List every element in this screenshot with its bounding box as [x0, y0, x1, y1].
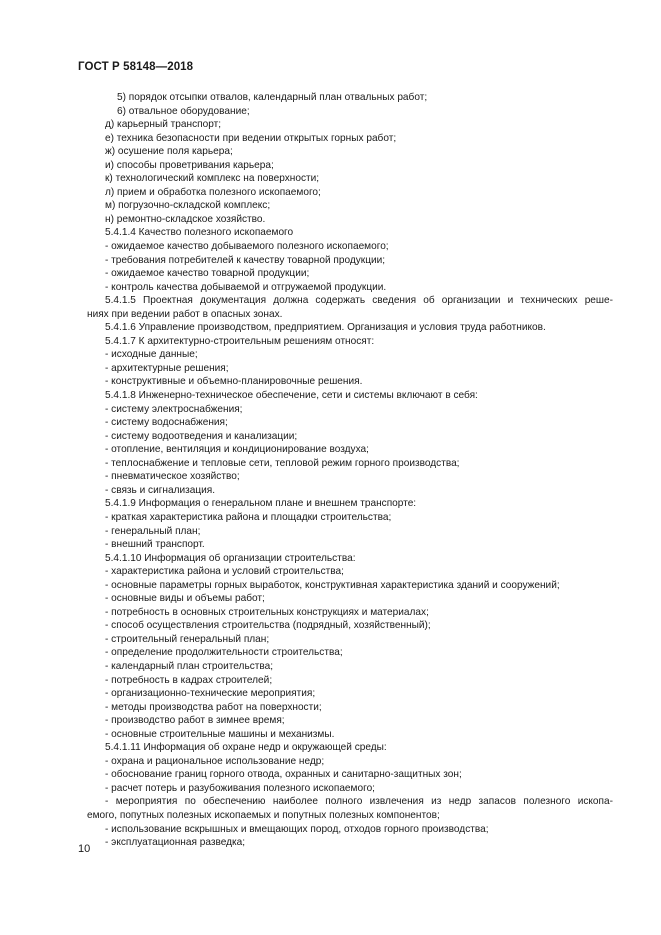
text-line: к) технологический комплекс на поверхности; [105, 173, 320, 185]
text-line: - производство работ в зимнее время; [105, 715, 285, 727]
text-line: - требования потребителей к качеству товарной продукции; [105, 254, 386, 266]
text-line: - потребность в кадрах строителей; [105, 674, 273, 686]
text-line: 5.4.1.4 Качество полезного ископаемого [105, 227, 294, 239]
text-line: 5) порядок отсыпки отвалов, календарный план отвальных работ; [117, 92, 428, 103]
text-line: - организационно-технические мероприятия; [105, 688, 316, 700]
text-line: - систему водоотведения и канализации; [105, 430, 298, 442]
text-line: н) ремонтно-складское хозяйство. [105, 213, 266, 225]
text-line: - систему электроснабжения; [105, 403, 243, 415]
text-line: 5.4.1.9 Информация о генеральном плане и внешнем транспорте: [105, 498, 417, 510]
text-line: - краткая характеристика района и площадки строительства; [105, 511, 392, 523]
document-header: ГОСТ Р 58148—2018 [78, 61, 194, 73]
text-line: - исходные данные; [105, 349, 198, 361]
text-line: - календарный план строительства; [105, 660, 274, 672]
text-line: ниях при ведении работ в опасных зонах. [87, 308, 283, 320]
text-line: - обоснование границ горного отвода, охранных и санитарно-защитных зон; [105, 769, 462, 781]
text-line: - внешний транспорт. [105, 539, 205, 551]
text-line: 5.4.1.5 Проектная документация должна содержать сведения об организации и технических реше- [105, 295, 613, 307]
text-line: - использование вскрышных и вмещающих пород, отходов горного производства; [105, 823, 489, 835]
text-line: - конструктивные и объемно-планировочные решения. [105, 376, 363, 388]
text-line: - потребность в основных строительных конструкциях и материалах; [105, 606, 429, 618]
text-line: - основные строительные машины и механизмы. [105, 728, 335, 740]
text-line: - ожидаемое качество добываемого полезного ископаемого; [105, 241, 389, 253]
text-line: - методы производства работ на поверхности; [105, 701, 322, 713]
text-line: ж) осушение поля карьера; [105, 146, 233, 158]
text-line: 5.4.1.7 К архитектурно-строительным решениям относят: [105, 335, 375, 347]
text-line: - строительный генеральный план; [105, 633, 270, 645]
text-line: - способ осуществления строительства (подрядный, хозяйственный); [105, 620, 431, 632]
document-body [87, 91, 613, 850]
page-number: 10 [78, 843, 91, 855]
text-line: 5.4.1.8 Инженерно-техническое обеспечение, сети и системы включают в себя: [105, 390, 478, 402]
text-line: 6) отвальное оборудование; [117, 105, 250, 117]
text-line: - отопление, вентиляция и кондиционирование воздуха; [105, 444, 369, 456]
text-line: - основные параметры горных выработок, конструктивная характеристика зданий и сооружений; [105, 579, 560, 591]
text-line: 5.4.1.10 Информация об организации строительства: [105, 552, 356, 564]
text-line: - систему водоснабжения; [105, 417, 228, 429]
text-line: м) погрузочно-складской комплекс; [105, 200, 271, 212]
text-line: - определение продолжительности строительства; [105, 647, 343, 659]
text-line: - пневматическое хозяйство; [105, 471, 240, 483]
text-line: - характеристика района и условий строительства; [105, 566, 344, 578]
text-line: л) прием и обработка полезного ископаемого; [105, 186, 321, 198]
text-line: - расчет потерь и разубоживания полезного ископаемого; [105, 782, 375, 794]
text-line: - генеральный план; [105, 525, 201, 537]
text-line: - основные виды и объемы работ; [105, 593, 265, 605]
text-line: - ожидаемое качество товарной продукции; [105, 268, 310, 280]
text-line: - архитектурные решения; [105, 362, 229, 374]
text-line: е) техника безопасности при ведении открытых горных работ; [105, 132, 397, 144]
text-line: - охрана и рациональное использование недр; [105, 755, 325, 767]
text-line: емого, попутных полезных ископаемых и попутных полезных компонентов; [87, 809, 440, 821]
text-line: и) способы проветривания карьера; [105, 159, 274, 171]
text-line: - теплоснабжение и тепловые сети, тепловой режим горного производства; [105, 457, 460, 469]
text-line: - эксплуатационная разведка; [105, 837, 246, 849]
text-line: - мероприятия по обеспечению наиболее полного извлечения из недр запасов полезного ископа- [105, 796, 613, 808]
text-line: 5.4.1.11 Информация об охране недр и окружающей среды: [105, 742, 387, 754]
text-line: д) карьерный транспорт; [105, 119, 222, 131]
text-line: 5.4.1.6 Управление производством, предприятием. Организация и условия труда работников. [105, 322, 546, 334]
text-line: - контроль качества добываемой и отгружаемой продукции. [105, 281, 387, 293]
text-line: - связь и сигнализация. [105, 484, 216, 496]
